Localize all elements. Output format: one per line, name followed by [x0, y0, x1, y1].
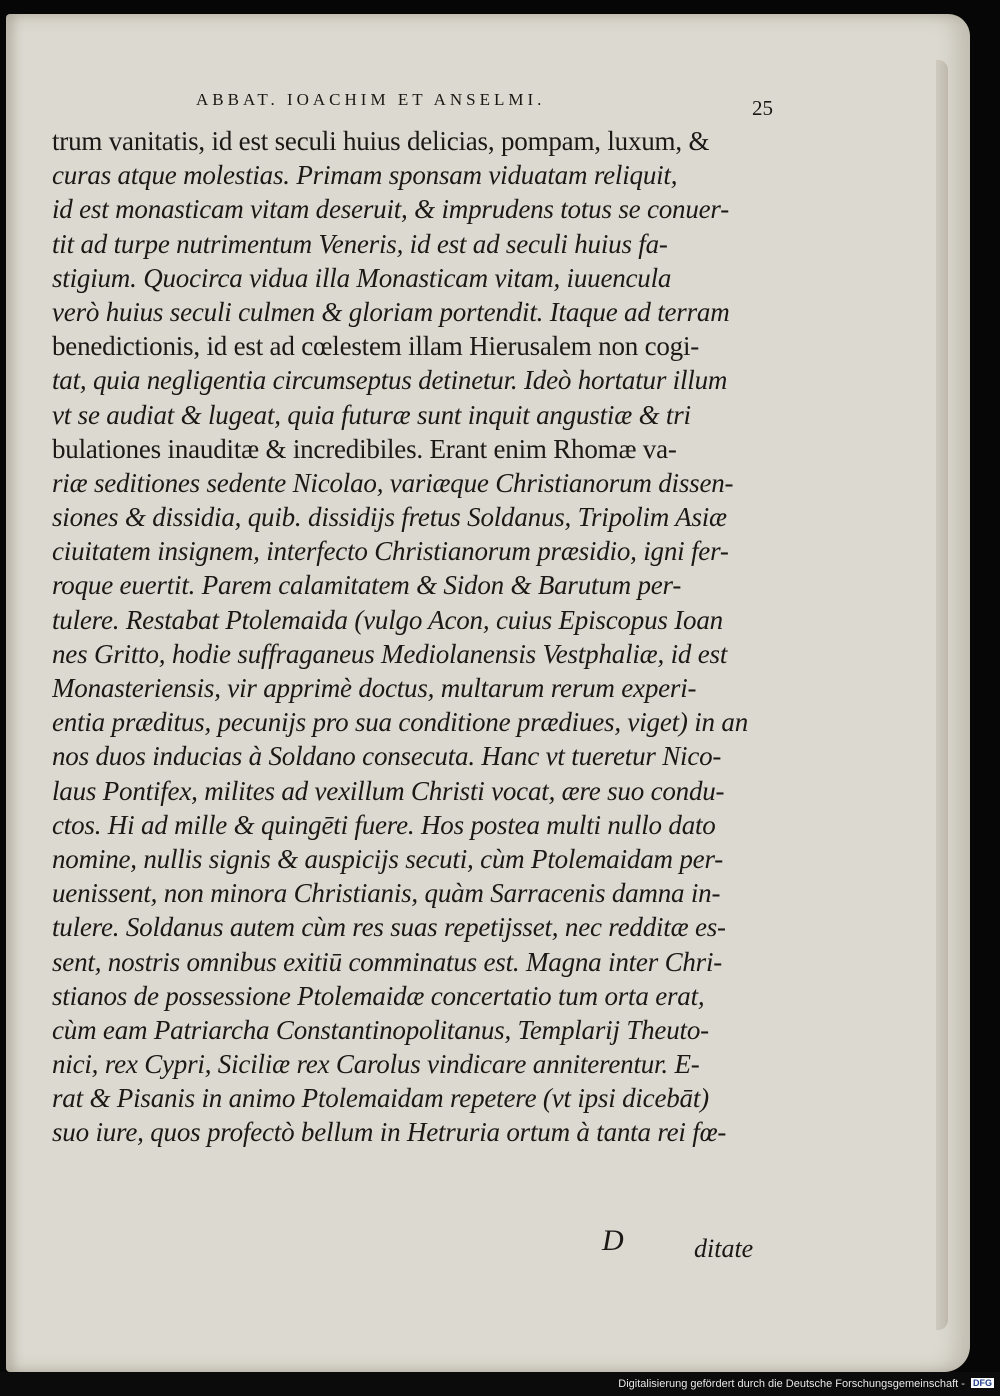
text-line: siones & dissidia, quib. dissidijs fretus Soldanus, Tripolim Asiæ: [52, 502, 727, 533]
text-line: ctos. Hi ad mille & quingēti fuere. Hos postea multi nullo dato: [52, 809, 716, 840]
text-line: curas atque molestias. Primam sponsam viduatam reliquit,: [52, 160, 678, 191]
text-line: vt se audiat & lugeat, quia futuræ sunt inquit angustiæ & tri: [52, 399, 691, 430]
text-line: laus Pontifex, milites ad vexillum Christi vocat, ære suo condu-: [52, 775, 725, 806]
page-edge: [936, 60, 948, 1330]
credit-text: Digitalisierung gefördert durch die Deutsche Forschungsgemeinschaft -: [618, 1378, 965, 1390]
text-line: suo iure, quos profectò bellum in Hetruria ortum à tanta rei fœ-: [52, 1117, 727, 1148]
digitization-credit: [618, 1378, 994, 1390]
text-line: stigium. Quocirca vidua illa Monasticam vitam, iuuencula: [52, 262, 672, 293]
text-line: nomine, nullis signis & auspicijs secuti, cùm Ptolemaidam per-: [52, 843, 723, 874]
text-line: Monasteriensis, vir apprimè doctus, multarum rerum experi-: [52, 673, 697, 703]
text-line: trum vanitatis, id est seculi huius delicias, pompam, luxum, &: [52, 126, 710, 156]
text-line: cùm eam Patriarcha Constantinopolitanus, Templarij Theuto-: [52, 1014, 709, 1045]
text-line: sent, nostris omnibus exitiū comminatus est. Magna inter Chri-: [52, 946, 723, 977]
catchword: ditate: [694, 1234, 754, 1263]
page-number: 25: [752, 96, 773, 120]
text-line: riæ seditiones sedente Nicolao, variæque Christianorum dissen-: [52, 467, 734, 498]
text-line: verò huius seculi culmen & gloriam portendit. Itaque ad terram: [52, 296, 730, 327]
text-line: bulationes inauditæ & incredibiles. Erant enim Rhomæ va-: [52, 433, 677, 464]
text-line: tulere. Soldanus autem cùm res suas repetijsset, nec redditæ es-: [52, 912, 726, 943]
text-line: tit ad turpe nutrimentum Veneris, id est ad seculi huius fa-: [52, 228, 668, 259]
text-line: benedictionis, id est ad cœlestem illam Hierusalem non cogi-: [52, 331, 700, 362]
dfg-logo: DFG: [973, 1378, 992, 1388]
text-line: tat, quia negligentia circumseptus detinetur. Ideò hortatur illum: [52, 365, 728, 396]
text-line: ciuitatem insignem, interfecto Christianorum præsidio, igni fer-: [52, 536, 729, 567]
text-line: tulere. Restabat Ptolemaida (vulgo Acon, cuius Episcopus Ioan: [52, 604, 723, 635]
text-line: nos duos inducias à Soldano consecuta. Hanc vt tueretur Nico-: [52, 741, 722, 772]
text-line: nici, rex Cypri, Siciliæ rex Carolus vindicare anniterentur. E-: [52, 1049, 700, 1080]
running-head: ABBAT. IOACHIM ET ANSELMI.: [196, 90, 546, 109]
text-line: id est monasticam vitam deseruit, & imprudens totus se conuer-: [52, 194, 729, 225]
text-line: stianos de possessione Ptolemaidæ concertatio tum orta erat,: [52, 980, 705, 1011]
text-line: rat & Pisanis in animo Ptolemaidam repetere (vt ipsi dicebāt): [52, 1083, 709, 1114]
text-line: roque euertit. Parem calamitatem & Sidon & Barutum per-: [52, 570, 682, 601]
text-line: nes Gritto, hodie suffraganeus Mediolanensis Vestphaliæ, id est: [52, 638, 728, 669]
text-line: uenissent, non minora Christianis, quàm Sarracenis damna in-: [52, 878, 721, 909]
body-text: [52, 124, 792, 1150]
signature-mark: D: [602, 1224, 624, 1257]
text-line: entia præditus, pecunijs pro sua conditione prædiues, viget) in an: [52, 707, 748, 738]
